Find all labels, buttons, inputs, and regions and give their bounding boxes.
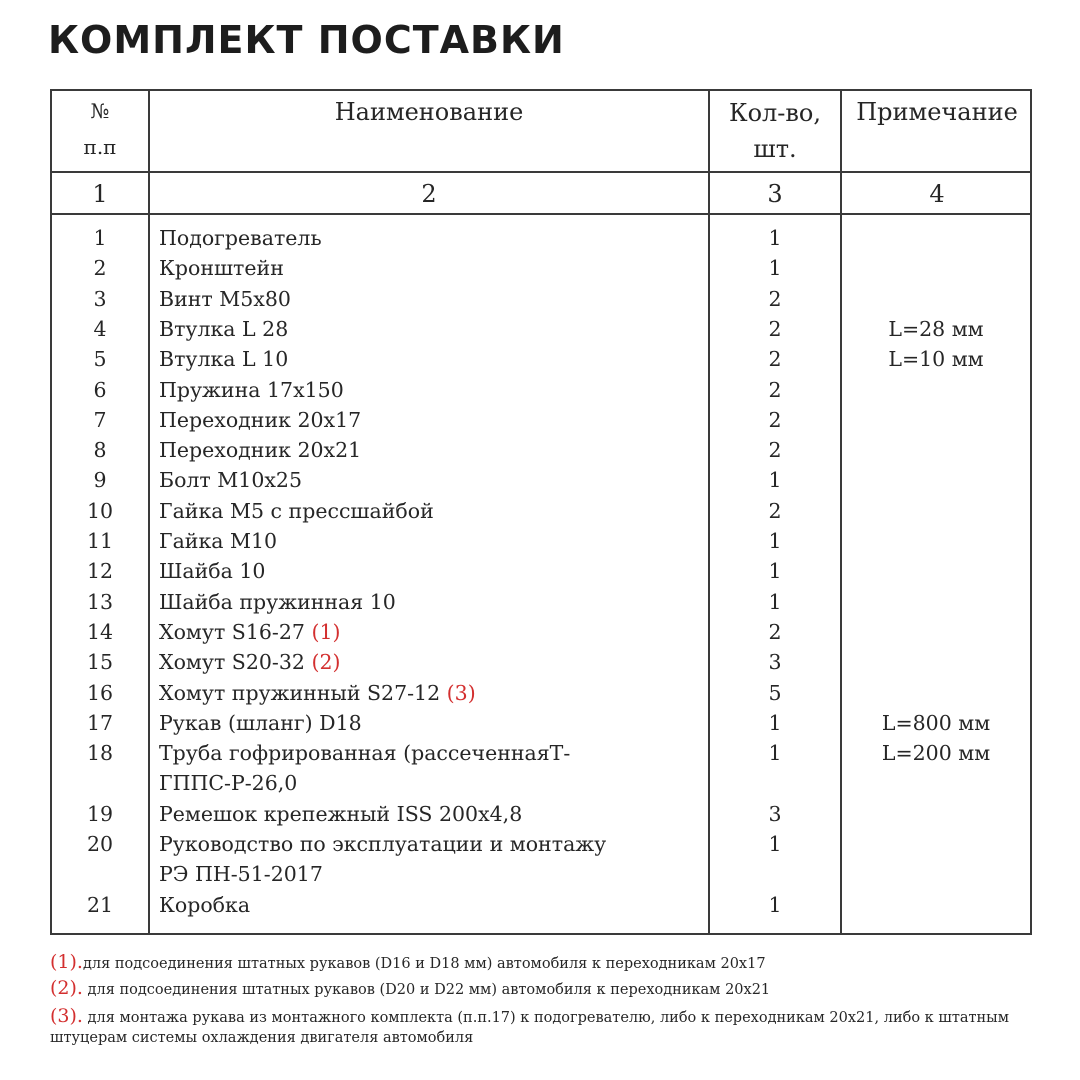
row-number: 7 [93, 407, 107, 432]
item-name-cell [159, 496, 704, 526]
item-name: Болт М10х25 [159, 468, 303, 493]
header-name-cell: Наименование [334, 98, 524, 126]
item-note: L=800 мм [881, 710, 991, 735]
item-quantity: 1 [768, 741, 782, 766]
item-name: Труба гофрированная (рассеченнаяТ- [159, 741, 571, 766]
item-name: Втулка L 10 [159, 347, 289, 372]
item-quantity: 2 [768, 438, 782, 463]
item-name: Шайба пружинная 10 [159, 589, 396, 614]
footnote-reference: (2) [311, 650, 341, 675]
item-quantity: 5 [768, 680, 782, 705]
item-note: L=10 мм [888, 347, 984, 372]
item-name-cell [159, 405, 704, 435]
item-name-cell [159, 375, 704, 405]
footnote-mark: (2). [50, 977, 83, 999]
row-number: 20 [86, 832, 114, 856]
item-name-cell [159, 647, 704, 677]
item-name: Втулка L 28 [159, 316, 289, 341]
item-name-cell [159, 587, 704, 617]
row-number: 12 [86, 559, 114, 584]
item-name: Руководство по эксплуатации и монтажу [159, 832, 607, 856]
page-title: КОМПЛЕКТ ПОСТАВКИ [48, 18, 565, 62]
item-name-cell [159, 344, 704, 374]
footnote-3 [50, 1006, 1040, 1048]
item-name-continuation: РЭ ПН-51-2017 [159, 862, 323, 887]
column-number-3: 3 [767, 180, 783, 208]
footnotes [50, 950, 1050, 1048]
item-name-cell [159, 556, 704, 586]
item-name-cell [159, 284, 704, 314]
header-note-cell: Примечание [856, 98, 1018, 126]
item-quantity: 2 [768, 498, 782, 523]
row-number: 2 [93, 256, 107, 281]
header-qty-line2: шт. [753, 135, 797, 163]
item-name-cell [159, 738, 704, 799]
item-name-cell [159, 708, 704, 738]
item-name-cell [159, 435, 704, 465]
item-name-cell [159, 314, 704, 344]
numbers-divider [52, 213, 1030, 215]
item-name-cell [159, 890, 704, 920]
row-number: 5 [93, 347, 107, 372]
footnote-1 [50, 950, 1050, 976]
item-quantity: 1 [768, 468, 782, 493]
item-note: L=28 мм [888, 316, 984, 341]
item-name: Винт М5х80 [159, 286, 291, 311]
item-quantity: 2 [768, 619, 782, 644]
item-name: Переходник 20х21 [159, 438, 362, 463]
row-number: 21 [86, 892, 114, 917]
row-number: 18 [86, 741, 114, 766]
item-name-cell [159, 526, 704, 556]
item-quantity: 2 [768, 377, 782, 402]
item-quantity: 1 [768, 892, 782, 917]
item-name-cell [159, 617, 704, 647]
item-quantity: 2 [768, 316, 782, 341]
item-name: Гайка М10 [159, 529, 278, 553]
item-quantity: 2 [768, 286, 782, 311]
item-quantity: 1 [768, 832, 782, 856]
column-number-1: 1 [92, 180, 108, 208]
row-number: 10 [86, 498, 114, 523]
item-quantity: 1 [768, 256, 782, 281]
item-name-cell [159, 799, 704, 829]
item-name-cell [159, 829, 704, 890]
row-number: 15 [86, 650, 114, 675]
footnote-mark: (3). [50, 1005, 83, 1027]
column-number-2: 2 [421, 180, 437, 208]
row-number: 17 [86, 710, 114, 735]
row-number: 4 [93, 316, 107, 341]
row-number: 9 [93, 468, 107, 493]
row-number: 11 [86, 529, 114, 553]
row-number: 13 [86, 589, 114, 614]
delivery-table [50, 89, 1032, 935]
item-quantity: 1 [768, 529, 782, 553]
column-divider [148, 91, 150, 933]
item-quantity: 1 [768, 589, 782, 614]
footnote-reference: (1) [311, 619, 341, 644]
row-number: 14 [86, 619, 114, 644]
item-name: Пружина 17х150 [159, 377, 344, 402]
item-name: Кронштейн [159, 256, 284, 281]
header-qty-cell [710, 95, 840, 167]
header-num-line2: п.п [83, 135, 117, 159]
row-number: 19 [86, 801, 114, 826]
item-quantity: 2 [768, 407, 782, 432]
item-name-cell [159, 678, 704, 708]
item-name: Хомут S16-27 [159, 619, 305, 644]
item-quantity: 2 [768, 347, 782, 372]
item-name: Подогреватель [159, 226, 322, 250]
item-name-cell [159, 253, 704, 283]
item-quantity: 3 [768, 650, 782, 675]
footnote-reference: (3) [446, 680, 476, 705]
footnote-2 [50, 976, 1050, 1002]
item-name: Гайка М5 с прессшайбой [159, 498, 434, 523]
item-name: Переходник 20х17 [159, 407, 362, 432]
row-number: 6 [93, 377, 107, 402]
item-name: Ремешок крепежный ISS 200х4,8 [159, 801, 523, 826]
header-qty-line1: Кол-во, [729, 99, 821, 127]
item-name-cell [159, 465, 704, 495]
header-num-line1: № [90, 99, 110, 123]
footnote-mark: (1). [50, 951, 83, 973]
item-name: Рукав (шланг) D18 [159, 710, 362, 735]
item-name-continuation: ГППС-Р-26,0 [159, 771, 298, 796]
column-divider [840, 91, 842, 933]
footnote-text: для подсоединения штатных рукавов (D20 и D22 мм) автомобиля к переходникам 20х21 [82, 982, 771, 998]
item-quantity: 1 [768, 559, 782, 584]
footnote-text: для монтажа рукава из монтажного комплекта (п.п.17) к подогревателю, либо к переходникам 20х21, либо к штатным штуцерам системы охлаждения двигателя автомобиля [50, 1010, 1009, 1046]
row-number: 3 [93, 286, 107, 311]
item-name: Шайба 10 [159, 559, 266, 584]
item-quantity: 1 [768, 710, 782, 735]
item-name: Коробка [159, 892, 251, 917]
column-number-4: 4 [929, 180, 945, 208]
item-name: Хомут пружинный S27-12 [159, 680, 441, 705]
header-num-cell [52, 93, 148, 165]
item-note: L=200 мм [881, 741, 991, 766]
item-quantity: 1 [768, 226, 782, 250]
row-number: 1 [93, 226, 107, 250]
item-name-cell [159, 223, 704, 253]
row-number: 16 [86, 680, 114, 705]
item-quantity: 3 [768, 801, 782, 826]
row-number: 8 [93, 438, 107, 463]
header-divider [52, 171, 1030, 173]
footnote-text: для подсоединения штатных рукавов (D16 и D18 мм) автомобиля к переходникам 20х17 [82, 956, 766, 972]
item-name: Хомут S20-32 [159, 650, 305, 675]
